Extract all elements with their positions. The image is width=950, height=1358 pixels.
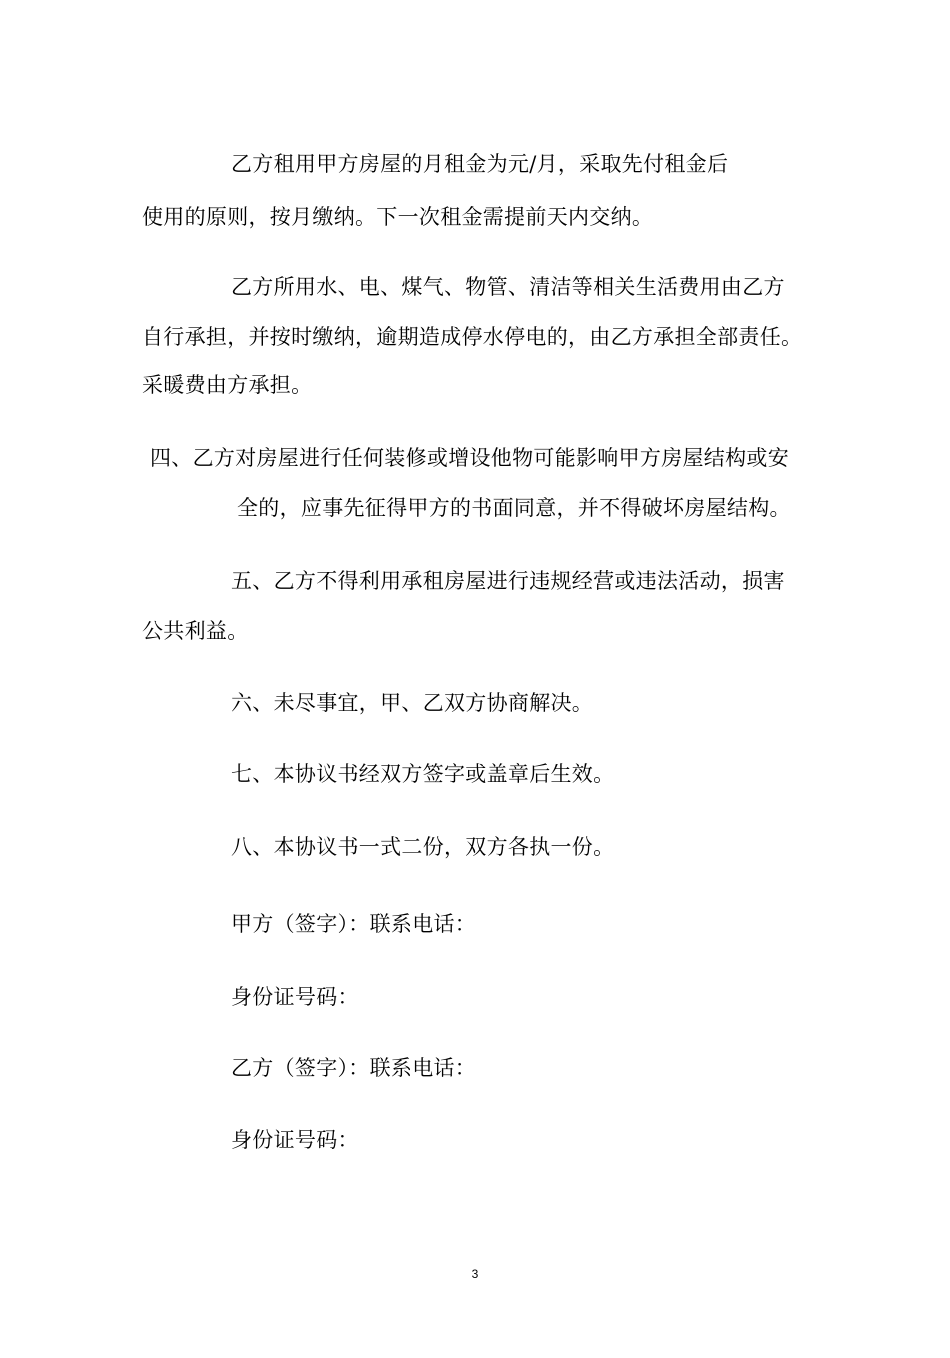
clause-four-line-1: 四、乙方对房屋进行任何装修或增设他物可能影响甲方房屋结构或安	[150, 446, 789, 470]
clause-eight: 八、本协议书一式二份，双方各执一份。	[231, 835, 615, 859]
clause-four-line-2: 全的，应事先征得甲方的书面同意，并不得破坏房屋结构。	[237, 496, 791, 520]
page-number: 3	[471, 1267, 479, 1281]
party-b-id-number-line: 身份证号码：	[231, 1128, 359, 1152]
clause-six: 六、未尽事宜，甲、乙双方协商解决。	[231, 691, 594, 715]
utilities-paragraph-line-1: 乙方所用水、电、煤气、物管、清洁等相关生活费用由乙方	[231, 275, 785, 299]
rent-paragraph-line-2: 使用的原则，按月缴纳。下一次租金需提前天内交纳。	[142, 205, 654, 229]
party-a-id-number-line: 身份证号码：	[231, 985, 359, 1009]
party-b-signature-line: 乙方（签字）：联系电话：	[231, 1056, 477, 1080]
utilities-paragraph-line-2: 自行承担，并按时缴纳，逾期造成停水停电的，由乙方承担全部责任。	[142, 325, 803, 349]
party-a-signature-line: 甲方（签字）：联系电话：	[231, 912, 477, 936]
clause-five-line-1: 五、乙方不得利用承租房屋进行违规经营或违法活动，损害	[231, 569, 785, 593]
utilities-paragraph-line-3: 采暖费由方承担。	[142, 373, 313, 397]
clause-five-line-2: 公共利益。	[142, 619, 249, 643]
rent-paragraph-line-1: 乙方租用甲方房屋的月租金为元/月，采取先付租金后	[231, 152, 729, 176]
clause-seven: 七、本协议书经双方签字或盖章后生效。	[231, 762, 615, 786]
